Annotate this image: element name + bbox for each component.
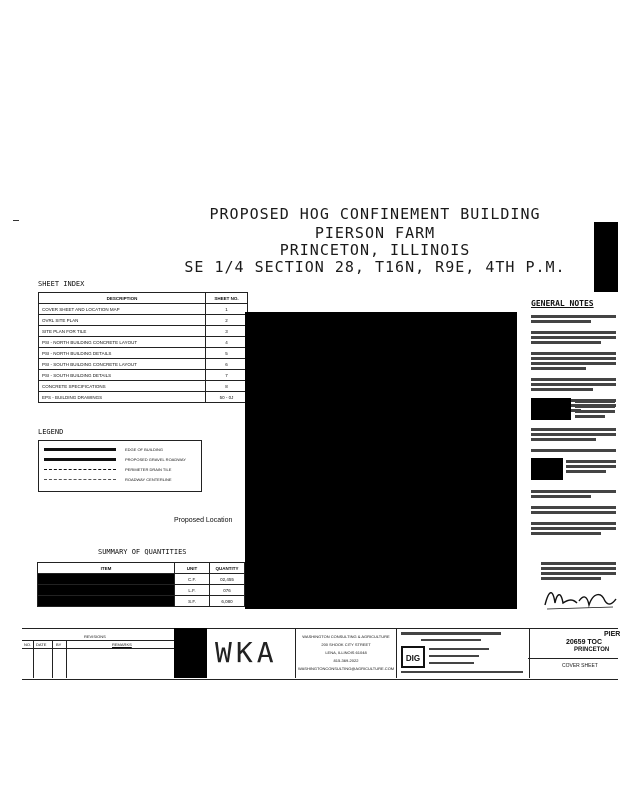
sheet-index-table xyxy=(38,292,248,403)
summary-col-item: ITEM xyxy=(38,563,175,574)
logo-text: WKA xyxy=(215,636,278,669)
project-title-line-3: PRINCETON xyxy=(574,647,610,653)
legend-label: EDGE OF BUILDING xyxy=(125,447,164,452)
row-description: SITE PLAN FOR TILE xyxy=(39,326,206,337)
row-description: EPS - BUILDING DRAWINGS xyxy=(39,392,206,403)
legend-line-double xyxy=(44,458,116,461)
row-sheet-no: 8 xyxy=(206,381,248,392)
row-quantity: 6,080 xyxy=(210,596,245,607)
table-row xyxy=(38,585,245,596)
project-title-block xyxy=(528,628,618,678)
redacted-item xyxy=(38,574,175,585)
engineer-signature xyxy=(543,585,618,613)
redacted-item xyxy=(38,596,175,607)
revisions-heading: REVISIONS xyxy=(84,634,106,639)
firm-name: WASHINGTON CONSULTING & AGRICULTURE xyxy=(302,634,390,639)
row-unit: S.F. xyxy=(175,596,210,607)
row-sheet-no: 1 xyxy=(206,304,248,315)
table-row xyxy=(38,596,245,607)
project-title-line-2: 20659 TOC xyxy=(566,639,603,646)
row-sheet-no: 6 xyxy=(206,359,248,370)
summary-col-unit: UNIT xyxy=(175,563,210,574)
firm-phone: 815-369-2022 xyxy=(333,658,359,663)
title-line-3: PRINCETON, ILLINOIS xyxy=(279,241,471,259)
sheet-index-col-sheet-no: SHEET NO. xyxy=(206,293,248,304)
row-sheet-no: 5 xyxy=(206,348,248,359)
row-quantity: 076 xyxy=(210,585,245,596)
title-line-4: SE 1/4 SECTION 28, T16N, R9E, 4TH P.M. xyxy=(184,258,566,276)
firm-street: 200 SHOOK CITY STREET xyxy=(321,642,371,647)
redacted-location-map xyxy=(245,312,517,609)
row-description: PSI - NORTH BUILDING CONCRETE LAYOUT xyxy=(39,337,206,348)
firm-email: WASHINGTONCONSULTING@AGRICULTURE.COM xyxy=(298,666,395,671)
sheet-index-heading: SHEET INDEX xyxy=(38,280,85,288)
title-line-2: PIERSON FARM xyxy=(314,224,436,242)
firm-city: LENA, ILLINOIS 61048 xyxy=(325,650,367,655)
row-description: CONCRETE SPECIFICATIONS xyxy=(39,381,206,392)
legend-line-dashed xyxy=(44,469,116,470)
redacted-stamp xyxy=(174,628,207,678)
legend-label: ROADWAY CENTERLINE xyxy=(125,477,172,482)
table-row xyxy=(39,326,248,337)
project-title-line-1: PIER xyxy=(604,631,620,638)
summary-table xyxy=(37,562,245,607)
firm-info xyxy=(298,634,394,671)
row-quantity: 02,455 xyxy=(210,574,245,585)
row-description: OVRL SITE PLAN xyxy=(39,315,206,326)
general-notes-heading: GENERAL NOTES xyxy=(531,299,594,308)
general-notes-body-5 xyxy=(531,488,618,537)
table-row xyxy=(39,359,248,370)
redacted-note-1 xyxy=(531,398,571,420)
legend-line-dashdot xyxy=(44,479,116,480)
table-row xyxy=(39,304,248,315)
legend-label: PROPOSED GRAVEL ROADWAY xyxy=(125,457,186,462)
table-row xyxy=(39,348,248,359)
row-sheet-no: 3 xyxy=(206,326,248,337)
dig-logo-text: DIG xyxy=(405,654,421,663)
table-row xyxy=(39,381,248,392)
general-notes-body-2 xyxy=(575,398,618,420)
revisions-col-by: BY xyxy=(56,642,62,647)
table-row xyxy=(39,315,248,326)
row-description: COVER SHEET AND LOCATION MAP xyxy=(39,304,206,315)
side-stamp-block xyxy=(594,222,618,292)
general-notes-body-3 xyxy=(531,426,618,454)
legend-label: PERIMETER DRAIN TILE xyxy=(125,467,172,472)
sheet-label: COVER SHEET xyxy=(562,663,598,669)
row-unit: C.F. xyxy=(175,574,210,585)
row-sheet-no: 7 xyxy=(206,370,248,381)
legend-heading: LEGEND xyxy=(38,428,64,436)
title-line-1: PROPOSED HOG CONFINEMENT BUILDING xyxy=(209,205,541,223)
dig-block xyxy=(396,628,530,678)
revisions-col-remarks: REMARKS xyxy=(112,642,132,647)
table-row xyxy=(39,370,248,381)
row-description: PSI - NORTH BUILDING DETAILS xyxy=(39,348,206,359)
general-notes-body-4 xyxy=(566,458,618,475)
redacted-note-2 xyxy=(531,458,563,480)
row-sheet-no: 4 xyxy=(206,337,248,348)
row-description: PSI - SOUTH BUILDING CONCRETE LAYOUT xyxy=(39,359,206,370)
row-unit: L.F. xyxy=(175,585,210,596)
certification-text xyxy=(541,560,618,582)
summary-col-quantity: QUANTITY xyxy=(210,563,245,574)
dig-logo xyxy=(401,646,425,668)
proposed-location-label: Proposed Location xyxy=(174,517,233,524)
row-description: PSI - SOUTH BUILDING DETAILS xyxy=(39,370,206,381)
table-row xyxy=(38,574,245,585)
redacted-item xyxy=(38,585,175,596)
sheet-index-col-description: DESCRIPTION xyxy=(39,293,206,304)
revisions-block xyxy=(22,628,174,678)
legend-box xyxy=(38,440,202,492)
row-sheet-no: 50 - 0J xyxy=(206,392,248,403)
firm-logo xyxy=(207,628,296,678)
revisions-col-date: DATE xyxy=(36,642,47,647)
table-row xyxy=(39,392,248,403)
revisions-col-no: NO. xyxy=(24,642,32,647)
summary-heading: SUMMARY OF QUANTITIES xyxy=(98,548,187,556)
legend-line-solid-heavy xyxy=(44,448,116,451)
table-row xyxy=(39,337,248,348)
row-sheet-no: 2 xyxy=(206,315,248,326)
corner-mark xyxy=(13,220,19,221)
